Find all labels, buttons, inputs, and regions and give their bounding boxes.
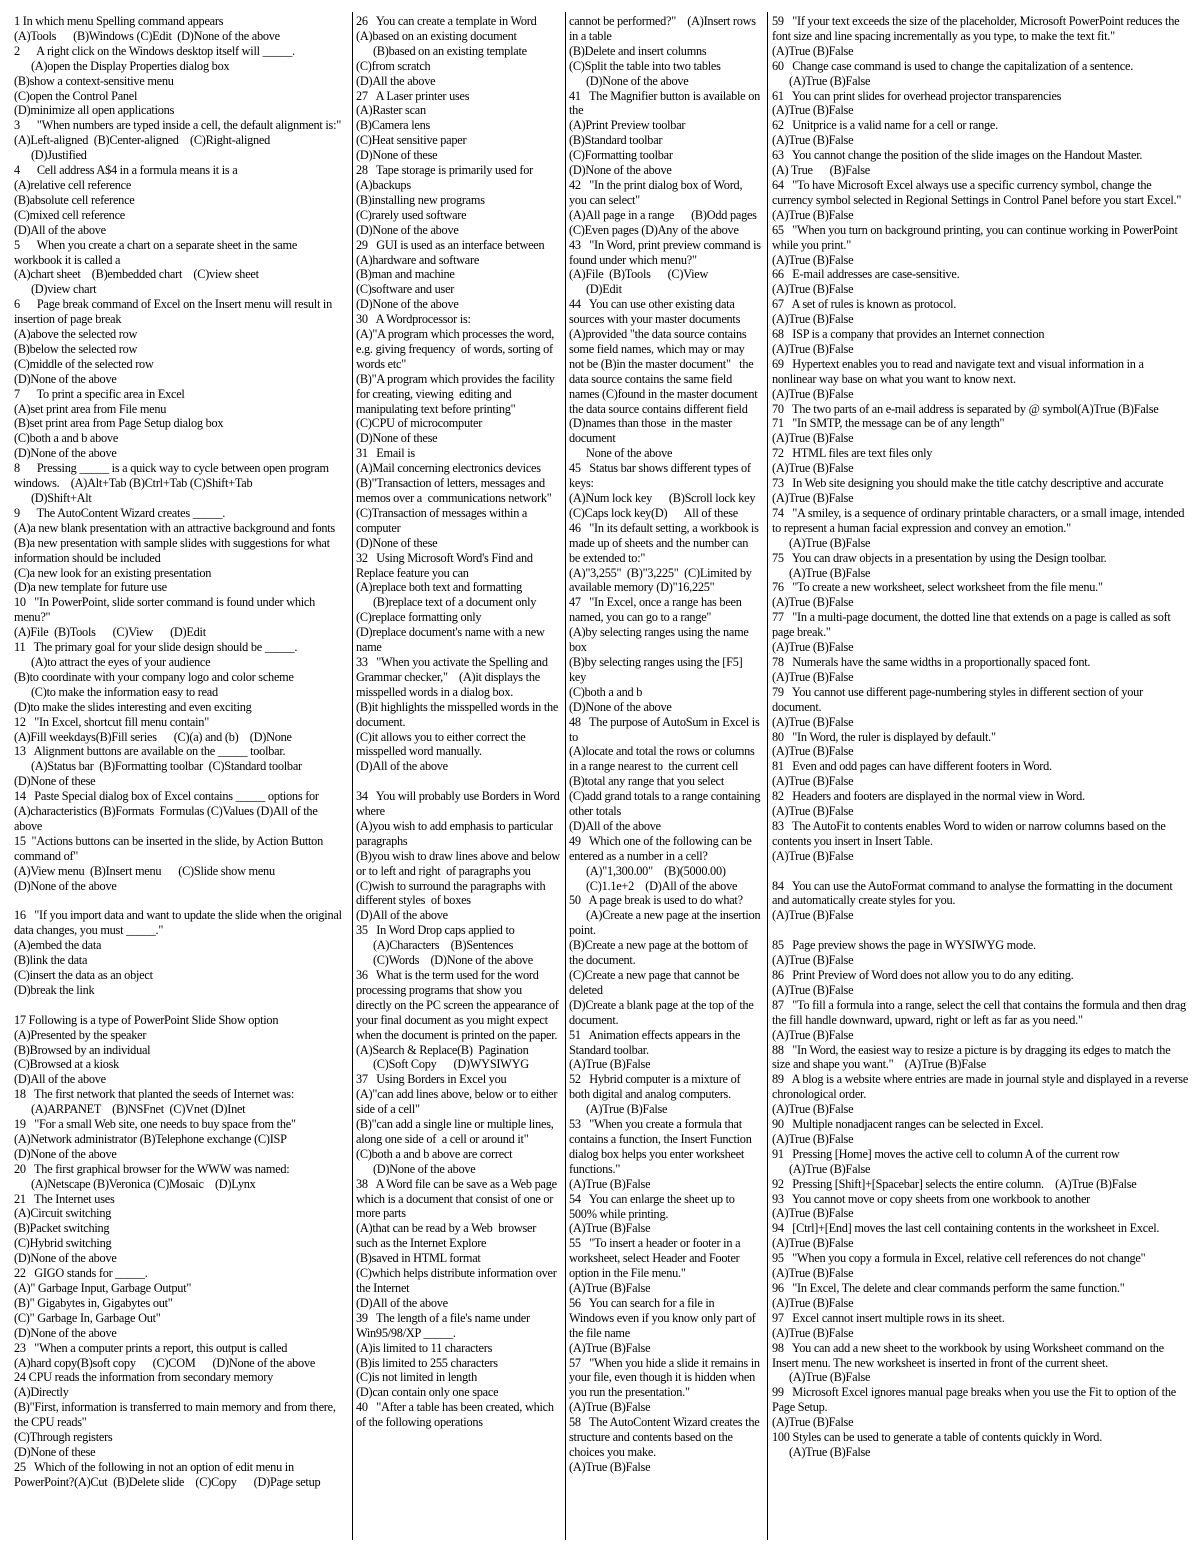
text-line: 98 You can add a new sheet to the workbook by using Worksheet command on the Insert menu. The new worksheet is inserted in front of the current sheet.	[772, 1340, 1167, 1370]
text-line: (B)by selecting ranges using the [F5] key	[569, 654, 746, 684]
text-line: (B)replace text of a document only	[356, 595, 537, 610]
text-line: (A)True (B)False	[772, 744, 854, 759]
text-line: (A)that can be read by a Web browser such as the Internet Explore	[356, 1221, 539, 1251]
text-line: (D)break the link	[14, 982, 95, 997]
text-line: (A)Raster scan	[356, 103, 426, 118]
text-line: (A)True (B)False	[772, 386, 854, 401]
text-line: (D)None of the above	[569, 73, 689, 88]
text-line: 59 "If your text exceeds the size of the placeholder, Microsoft PowerPoint reduces the font size and line spacing incrementally as you type, to make the text fit."	[772, 14, 1183, 43]
text-line: 64 "To have Microsoft Excel always use a specific currency symbol, change the currency symbol selected in Regional Settings in Control Panel before you start Excel."	[772, 177, 1182, 207]
text-line: (A)True (B)False	[772, 953, 854, 968]
text-line: 77 "In a multi-page document, the dotted line that extends on a page is called as soft page break."	[772, 610, 1174, 640]
text-line: (A)File (B)Tools (C)View (D)Edit	[14, 625, 206, 640]
text-line: (B)below the selected row	[14, 341, 138, 356]
text-line: (C)both a and b above are correct	[356, 1146, 513, 1161]
text-line: (A)True (B)False	[772, 312, 854, 327]
text-line: 53 "When you create a formula that contains a function, the Insert Function dialog box helps you enter worksheet functions."	[569, 1117, 755, 1176]
text-line: (A)True (B)False	[772, 848, 854, 863]
text-line: (A) True (B)False	[772, 163, 870, 178]
blank-line	[772, 923, 1190, 938]
text-line: 83 The AutoFit to contents enables Word to widen or narrow columns based on the contents you insert in Insert Table.	[772, 818, 1169, 848]
text-line: 34 You will probably use Borders in Word where	[356, 789, 563, 819]
text-line: (A)True (B)False	[772, 73, 871, 88]
text-line: (B)man and machine	[356, 267, 455, 282]
text-line: (A)True (B)False	[772, 1444, 871, 1459]
text-line: (A)True (B)False	[772, 535, 871, 550]
text-line: (B)a new presentation with sample slides with suggestions for what information should be included	[14, 535, 333, 565]
text-line: 45 Status bar shows different types of keys:	[569, 461, 754, 491]
text-line: (A)True (B)False	[569, 1459, 651, 1474]
text-line: (C)it allows you to either correct the misspelled word manually.	[356, 729, 529, 759]
text-line: (C)is not limited in length	[356, 1370, 477, 1385]
blank-line	[14, 893, 344, 908]
text-line: (A)you wish to add emphasis to particular paragraphs	[356, 818, 556, 848]
text-line: (D)All of the above	[356, 759, 448, 774]
text-line: (A)True (B)False	[772, 774, 854, 789]
text-line: 60 Change case command is used to change the capitalization of a sentence.	[772, 58, 1134, 73]
text-line: (A)Create a new page at the insertion point.	[569, 908, 764, 938]
text-line: (B)you wish to draw lines above and below or to left and right of paragraphs you (C)wish to surround the paragraphs with different styles of boxes	[356, 848, 563, 908]
text-line: 89 A blog is a website where entries are made in journal style and displayed in a reverse chronological order.	[772, 1072, 1191, 1102]
text-line: (B)Delete and insert columns	[569, 43, 707, 58]
text-line: (D)None of these	[14, 774, 96, 789]
text-line: 23 "When a computer prints a report, this output is called	[14, 1340, 288, 1355]
text-line: 32 Using Microsoft Word's Find and Replace feature you can	[356, 550, 536, 580]
text-line: (B)link the data	[14, 953, 88, 968]
text-line: 87 "To fill a formula into a range, select the cell that contains the formula and then drag the fill handle downward, upward, right or left as far as you need."	[772, 997, 1189, 1027]
text-line: (D)All of the above	[14, 222, 106, 237]
text-line: (A)True (B)False	[772, 1266, 854, 1281]
text-line: (C)both a and b	[569, 684, 643, 699]
text-line: (B)"A program which provides the facility for creating, viewing editing and manipulating text before printing"	[356, 371, 558, 416]
text-line: (C)CPU of microcomputer	[356, 416, 483, 431]
text-line: (B)Browsed by an individual	[14, 1042, 151, 1057]
text-line: 7 To print a specific area in Excel	[14, 386, 185, 401]
text-line: (A)Presented by the speaker	[14, 1027, 147, 1042]
text-line: (D)None of these	[14, 1444, 96, 1459]
column-divider	[352, 12, 353, 1540]
text-line: (A)based on an existing document	[356, 28, 517, 43]
text-line: 68 ISP is a company that provides an Internet connection	[772, 327, 1045, 342]
text-line: 18 The first network that planted the seeds of Internet was:	[14, 1087, 294, 1102]
text-line: (C)middle of the selected row	[14, 356, 154, 371]
text-line: (B)"can add a single line or multiple lines, along one side of a cell or around it"	[356, 1117, 557, 1146]
text-line: (D)All the above	[356, 73, 436, 88]
text-line: 100 Styles can be used to generate a table of contents quickly in Word.	[772, 1430, 1103, 1445]
text-line: (B)Standard toolbar	[569, 133, 663, 148]
text-line: (A)True (B)False	[772, 1325, 854, 1340]
text-line: (A)True (B)False	[772, 43, 854, 58]
text-line: (A)True (B)False	[772, 1206, 854, 1221]
text-line: 88 "In Word, the easiest way to resize a picture is by dragging its edges to match the size and shape you want." (A)True (B)False	[772, 1042, 1174, 1072]
text-line: (C)Soft Copy (D)WYSIWYG	[356, 1057, 529, 1072]
text-line: (A)True (B)False	[772, 1161, 871, 1176]
text-line: (D)All of the above	[356, 908, 448, 923]
text-line: (A)True (B)False	[772, 133, 854, 148]
text-line: (A)Status bar (B)Formatting toolbar (C)Standard toolbar	[14, 759, 302, 774]
text-line: (C)Create a new page that cannot be deleted	[569, 968, 742, 997]
text-line: (C)from scratch	[356, 58, 431, 73]
text-line: 52 Hybrid computer is a mixture of both digital and analog computers.	[569, 1072, 744, 1102]
text-line: (A)open the Display Properties dialog box	[14, 58, 230, 73]
text-line: 97 Excel cannot insert multiple rows in its sheet.	[772, 1310, 1005, 1325]
text-line: 84 You can use the AutoFormat command to analyse the formatting in the document and automatically create styles for you.	[772, 878, 1176, 908]
text-line: 92 Pressing [Shift]+[Spacebar] selects the entire column. (A)True (B)False	[772, 1176, 1137, 1191]
text-line: 24 CPU reads the information from secondary memory	[14, 1370, 273, 1385]
text-line: (D)None of the above	[14, 1325, 117, 1340]
text-line: (B)based on an existing template	[356, 43, 527, 58]
text-line: 2 A right click on the Windows desktop itself will _____.	[14, 43, 295, 58]
text-line: (A)True (B)False	[772, 640, 854, 655]
text-line: (A)All page in a range (B)Odd pages (C)Even pages (D)Any of the above	[569, 207, 760, 237]
text-line: 13 Alignment buttons are available on the _____ toolbar.	[14, 744, 286, 759]
text-line: (A)Network administrator (B)Telephone exchange (C)ISP	[14, 1131, 287, 1146]
text-line: (C)add grand totals to a range containing other totals	[569, 789, 764, 819]
text-line: (C)a new look for an existing presentation	[14, 565, 212, 580]
text-line: (A)"3,255" (B)"3,225" (C)Limited by available memory (D)"16,225"	[569, 565, 755, 595]
text-line: 73 In Web site designing you should make the title catchy descriptive and accurate	[772, 476, 1164, 491]
text-line: 57 "When you hide a slide it remains in your file, even though it is hidden when you run the presentation."	[569, 1355, 763, 1400]
text-line: (D)Justified	[14, 148, 87, 163]
text-line: (A)Num lock key (B)Scroll lock key (C)Caps lock key(D) All of these	[569, 491, 759, 520]
text-line: (B)"Transaction of letters, messages and memos over a communications network"	[356, 476, 552, 505]
text-line: (D)None of the above	[14, 1146, 117, 1161]
text-line: 43 "In Word, print preview command is found under which menu?"	[569, 237, 764, 267]
text-line: (A)True (B)False	[772, 908, 854, 923]
text-line: (C)Through registers	[14, 1430, 113, 1445]
text-line: 38 A Word file can be save as a Web page which is a document that consist of one or more parts	[356, 1176, 560, 1221]
text-line: (D)None of the above	[569, 699, 672, 714]
text-line: 47 "In Excel, once a range has been named, you can go to a range"	[569, 595, 745, 625]
text-line: (A)Directly	[14, 1385, 69, 1400]
text-line: (A)to attract the eyes of your audience	[14, 654, 211, 669]
text-line: (A)True (B)False	[569, 1221, 651, 1236]
text-line: 85 Page preview shows the page in WYSIWYG mode.	[772, 938, 1036, 953]
text-line: (C)Split the table into two tables	[569, 58, 721, 73]
text-line: (D)None of the above	[356, 222, 459, 237]
text-line: 16 "If you import data and want to update the slide when the original data changes, you must _____."	[14, 908, 345, 938]
text-line: 3 "When numbers are typed inside a cell, the default alignment is:"	[14, 118, 342, 133]
text-line: 12 "In Excel, shortcut fill menu contain"	[14, 714, 209, 729]
text-line: 44 You can use other existing data sources with your master documents (A)provided "the data source contains some field names, which may or may not be (B)in the master document" the data source contains the same field names (C)found in the master document the data source contains different field (D)names than those in the master document	[569, 297, 761, 446]
text-line: (D)Shift+Alt	[14, 491, 92, 505]
text-line: (C)Words (D)None of the above	[356, 953, 533, 968]
text-line: (A)replace both text and formatting	[356, 580, 523, 595]
text-line: (A)by selecting ranges using the name box	[569, 625, 752, 655]
text-line: 36 What is the term used for the word processing programs that show you directly on the PC screen the appearance of your final document as you might expect when the document is printed on the paper.	[356, 967, 562, 1042]
text-line: 10 "In PowerPoint, slide sorter command is found under which menu?"	[14, 595, 318, 625]
blank-line	[356, 774, 560, 789]
text-line: (A)relative cell reference	[14, 177, 132, 192]
blank-line	[772, 864, 1190, 879]
text-line: (B)"First, information is transferred to main memory and from there, the CPU reads"	[14, 1400, 339, 1430]
text-line: (B)saved in HTML format	[356, 1251, 481, 1266]
text-line: (A)True (B)False	[569, 1102, 668, 1117]
text-line: 14 Paste Special dialog box of Excel contains _____ options for (A)characteristics (B)Formats Formulas (C)Values (D)All of the above	[14, 789, 322, 833]
text-line: (D)None of the above	[14, 878, 117, 893]
text-line: (D)replace document's name with a new name	[356, 625, 548, 655]
text-line: (D)view chart	[14, 282, 97, 297]
text-line: (A)embed the data	[14, 938, 102, 953]
text-line: (A)True (B)False	[772, 1131, 854, 1146]
text-line: (C)which helps distribute information over the Internet	[356, 1266, 560, 1296]
text-line: 33 "When you activate the Spelling and Grammar checker," (A)it displays the misspelled words in a dialog box.	[356, 654, 551, 699]
text-line: (A)True (B)False	[772, 982, 854, 997]
text-line: (A)backups	[356, 177, 411, 192]
text-line: 1 In which menu Spelling command appears	[14, 14, 224, 28]
text-line: 6 Page break command of Excel on the Insert menu will result in insertion of page break	[14, 297, 335, 327]
text-line: (A)True (B)False	[569, 1057, 651, 1072]
text-line: (C)" Garbage In, Garbage Out"	[14, 1310, 161, 1325]
text-line: (A)"can add lines above, below or to either side of a cell"	[356, 1087, 561, 1117]
text-line: 82 Headers and footers are displayed in the normal view in Word.	[772, 789, 1085, 804]
text-line: 25 Which of the following in not an option of edit menu in PowerPoint?(A)Cut (B)Delete slide (C)Copy (D)Page setup	[14, 1459, 321, 1489]
text-line: 5 When you create a chart on a separate sheet in the same workbook it is called a	[14, 237, 300, 267]
text-line: (A)Tools (B)Windows (C)Edit (D)None of the above	[14, 28, 280, 43]
text-line: 58 The AutoContent Wizard creates the structure and contents based on the choices you make.	[569, 1415, 763, 1459]
text-column-4	[772, 14, 1190, 1540]
text-line: (D)None of these	[356, 148, 438, 163]
text-line: (A)True (B)False	[772, 103, 854, 118]
text-line: 96 "In Excel, The delete and clear commands perform the same function."	[772, 1281, 1125, 1295]
text-line: 28 Tape storage is primarily used for	[356, 163, 533, 178]
text-line: cannot be performed?" (A)Insert rows in a table	[569, 14, 759, 43]
text-line: (A)Circuit switching	[14, 1206, 112, 1221]
text-line: 55 "To insert a header or footer in a worksheet, select Header and Footer option in the File menu."	[569, 1236, 744, 1281]
text-line: (A)True (B)False	[772, 1027, 854, 1042]
text-line: 81 Even and odd pages can have different footers in Word.	[772, 759, 1052, 774]
text-line: (C)replace formatting only	[356, 610, 482, 625]
text-line: 65 "When you turn on background printing, you can continue working in PowerPoint while you print."	[772, 222, 1181, 252]
text-line: 30 A Wordprocessor is:	[356, 312, 471, 327]
text-line: (C)1.1e+2 (D)All of the above	[569, 878, 738, 893]
text-line: (D)All of the above	[356, 1295, 448, 1310]
text-line: (A)True (B)False	[772, 207, 854, 222]
text-line: (A)File (B)Tools (C)View	[569, 267, 709, 282]
text-line: 37 Using Borders in Excel you	[356, 1072, 507, 1087]
text-line: 41 The Magnifier button is available on the	[569, 88, 763, 118]
text-line: 42 "In the print dialog box of Word, you can select"	[569, 177, 746, 207]
text-line: 76 "To create a new worksheet, select worksheet from the file menu."	[772, 580, 1103, 595]
text-line: (B)Camera lens	[356, 118, 431, 133]
text-line: (C)insert the data as an object	[14, 967, 153, 982]
text-line: (A)True (B)False	[772, 1295, 854, 1310]
text-line: (B)Packet switching	[14, 1221, 110, 1236]
text-line: (C)Heat sensitive paper	[356, 133, 467, 148]
text-line: 19 "For a small Web site, one needs to buy space from the"	[14, 1117, 296, 1132]
text-line: (A)True (B)False	[772, 595, 854, 610]
text-line: (A)True (B)False	[772, 491, 854, 505]
text-line: (A)Search & Replace(B) Pagination	[356, 1042, 529, 1057]
text-line: (C)mixed cell reference	[14, 207, 125, 222]
text-line: (A)True (B)False	[569, 1176, 651, 1191]
text-line: 86 Print Preview of Word does not allow you to do any editing.	[772, 967, 1074, 982]
text-line: (D)None of these	[356, 535, 438, 550]
text-line: None of the above	[569, 446, 673, 461]
text-line: (C)rarely used software	[356, 207, 467, 222]
text-line: 72 HTML files are text files only	[772, 446, 933, 461]
text-line: 46 "In its default setting, a workbook is made up of sheets and the number can be extended to:"	[569, 520, 762, 565]
text-line: 74 "A smiley, is a sequence of ordinary printable characters, or a small image, intended to represent a human facial expression and convey an emotion."	[772, 505, 1188, 535]
text-line: (A)hard copy(B)soft copy (C)COM (D)None of the above	[14, 1355, 316, 1370]
text-line: (D)None of the above	[14, 446, 117, 461]
text-line: 40 "After a table has been created, which of the following operations	[356, 1400, 557, 1430]
text-column-3	[569, 14, 764, 1540]
text-line: (A)" Garbage Input, Garbage Output"	[14, 1281, 192, 1295]
text-line: 62 Unitprice is a valid name for a cell or range.	[772, 118, 998, 133]
text-line: (A)"A program which processes the word, e.g. giving frequency of words, sorting of words etc"	[356, 327, 557, 371]
text-line: (D)None of the above	[356, 1161, 476, 1176]
text-line: 9 The AutoContent Wizard creates _____.	[14, 505, 226, 520]
text-line: (A)Print Preview toolbar	[569, 118, 686, 133]
text-line: (A)Fill weekdays(B)Fill series (C)(a) and (b) (D)None	[14, 729, 292, 744]
text-line: (C)to make the information easy to read	[14, 684, 218, 699]
text-line: 90 Multiple nonadjacent ranges can be selected in Excel.	[772, 1117, 1044, 1132]
text-line: 54 You can enlarge the sheet up to 500% while printing.	[569, 1191, 738, 1221]
text-line: (D)None of the above	[569, 163, 672, 178]
text-line: (A)locate and total the rows or columns in a range nearest to the current cell (B)total any range that you select	[569, 744, 758, 789]
text-line: (B)Create a new page at the bottom of the document.	[569, 938, 751, 968]
text-line: 93 You cannot move or copy sheets from one workbook to another	[772, 1191, 1091, 1206]
text-line: (A)hardware and software	[356, 252, 480, 267]
text-line: (A)View menu (B)Insert menu (C)Slide show menu	[14, 863, 275, 878]
text-line: (C)Formatting toolbar	[569, 148, 673, 163]
text-line: 56 You can search for a file in Windows even if you know only part of the file name	[569, 1295, 759, 1340]
column-divider	[767, 12, 768, 1540]
text-line: (D)All of the above	[14, 1072, 106, 1087]
text-line: 95 "When you copy a formula in Excel, relative cell references do not change"	[772, 1251, 1146, 1266]
text-line: (A)Netscape (B)Veronica (C)Mosaic (D)Lynx	[14, 1176, 256, 1191]
text-line: (A)is limited to 11 characters	[356, 1340, 493, 1355]
text-line: (D)can contain only one space	[356, 1385, 499, 1400]
text-line: 27 A Laser printer uses	[356, 88, 470, 103]
text-line: 51 Animation effects appears in the Standard toolbar.	[569, 1027, 743, 1057]
text-line: 4 Cell address A$4 in a formula means it is a	[14, 163, 238, 178]
text-line: (C)open the Control Panel	[14, 88, 138, 103]
text-column-2	[356, 14, 563, 1540]
text-line: 49 Which one of the following can be entered as a number in a cell?	[569, 833, 755, 863]
text-line: (D)None of the above	[356, 297, 459, 312]
text-line: (D)minimize all open applications	[14, 103, 175, 118]
text-line: (A)set print area from File menu	[14, 401, 167, 416]
text-line: (D)None of these	[356, 431, 438, 446]
text-line: 39 The length of a file's name under Win95/98/XP _____.	[356, 1310, 533, 1340]
text-line: (A)True (B)False	[772, 804, 854, 819]
text-line: (D)to make the slides interesting and even exciting	[14, 699, 252, 714]
text-line: (B)to coordinate with your company logo and color scheme	[14, 669, 294, 684]
text-line: (A)True (B)False	[772, 1102, 854, 1117]
text-line: 67 A set of rules is known as protocol.	[772, 297, 957, 312]
text-line: (A)"1,300.00" (B)(5000.00)	[569, 863, 726, 878]
text-line: 8 Pressing _____ is a quick way to cycle between open program windows. (A)Alt+Tab (B)Ctrl+Tab (C)Shift+Tab	[14, 461, 332, 491]
text-line: (D)None of the above	[14, 1251, 117, 1266]
text-column-1	[14, 14, 344, 1540]
text-line: (A)True (B)False	[569, 1281, 651, 1296]
text-line: (A)True (B)False	[772, 461, 854, 476]
text-line: (C)Transaction of messages within a computer	[356, 505, 530, 535]
text-line: 11 The primary goal for your slide design should be _____.	[14, 640, 298, 655]
text-line: (B)is limited to 255 characters	[356, 1355, 498, 1370]
text-line: (A)ARPANET (B)NSFnet (C)Vnet (D)Inet	[14, 1102, 246, 1117]
text-line: (A)True (B)False	[772, 282, 854, 297]
text-line: 78 Numerals have the same widths in a proportionally spaced font.	[772, 654, 1091, 669]
text-line: (A)True (B)False	[772, 1236, 854, 1251]
text-line: 66 E-mail addresses are case-sensitive.	[772, 267, 960, 282]
text-line: (A)True (B)False	[772, 431, 854, 446]
text-line: 91 Pressing [Home] moves the active cell to column A of the current row	[772, 1146, 1120, 1161]
text-line: (A)True (B)False	[772, 714, 854, 729]
text-line: (B)installing new programs	[356, 192, 485, 207]
text-line: (B)" Gigabytes in, Gigabytes out"	[14, 1295, 173, 1310]
text-line: (A)True (B)False	[772, 1415, 854, 1430]
text-line: (B)absolute cell reference	[14, 192, 135, 207]
text-line: (A)True (B)False	[772, 669, 854, 684]
text-line: (D)a new template for future use	[14, 580, 167, 595]
text-line: (A)Left-aligned (B)Center-aligned (C)Right-aligned	[14, 133, 271, 148]
text-line: 17 Following is a type of PowerPoint Slide Show option	[14, 1012, 279, 1027]
text-line: (B)it highlights the misspelled words in the document.	[356, 699, 561, 729]
text-line: 63 You cannot change the position of the slide images on the Handout Master.	[772, 148, 1143, 163]
text-line: 22 GIGO stands for _____.	[14, 1266, 148, 1281]
text-line: 50 A page break is used to do what?	[569, 893, 743, 908]
column-divider	[565, 12, 566, 1540]
blank-line	[14, 998, 344, 1013]
text-line: (A)Mail concerning electronics devices	[356, 461, 541, 476]
text-line: 61 You can print slides for overhead projector transparencies	[772, 88, 1062, 103]
text-line: 80 "In Word, the ruler is displayed by default."	[772, 729, 996, 744]
text-line: (A)True (B)False	[772, 1370, 871, 1385]
text-line: (C)software and user	[356, 282, 455, 297]
text-line: (A)True (B)False	[772, 341, 854, 356]
text-line: 99 Microsoft Excel ignores manual page breaks when you use the Fit to option of the Page Setup.	[772, 1385, 1179, 1415]
text-line: 35 In Word Drop caps applied to	[356, 923, 515, 938]
text-line: 15 "Actions buttons can be inserted in the slide, by Action Button command of"	[14, 833, 326, 863]
text-line: 48 The purpose of AutoSum in Excel is to	[569, 714, 763, 744]
text-line: (B)show a context-sensitive menu	[14, 73, 174, 88]
text-line: 69 Hypertext enables you to read and navigate text and visual information in a nonlinear way base on what you want to know next.	[772, 356, 1147, 386]
text-line: (A)True (B)False	[772, 252, 854, 267]
text-line: (D)Edit	[569, 282, 622, 297]
text-line: (D)Create a blank page at the top of the document.	[569, 997, 757, 1027]
text-line: (A)a new blank presentation with an attractive background and fonts	[14, 520, 335, 535]
text-line: (B)set print area from Page Setup dialog box	[14, 416, 224, 431]
text-line: 31 Email is	[356, 446, 415, 461]
text-line: (A)Characters (B)Sentences	[356, 938, 514, 953]
text-line: (A)True (B)False	[569, 1400, 651, 1415]
text-line: 94 [Ctrl]+[End] moves the last cell containing contents in the worksheet in Excel.	[772, 1221, 1160, 1236]
text-line: 29 GUI is used as an interface between	[356, 237, 545, 252]
text-line: (A)True (B)False	[569, 1340, 651, 1355]
text-line: 79 You cannot use different page-numbering styles in different section of your document.	[772, 684, 1146, 714]
text-line: (D)All of the above	[569, 818, 661, 833]
text-line: (C)Hybrid switching	[14, 1236, 112, 1251]
text-line: (C)Browsed at a kiosk	[14, 1057, 120, 1072]
text-line: 21 The Internet uses	[14, 1191, 115, 1206]
text-line: 20 The first graphical browser for the WWW was named:	[14, 1161, 290, 1176]
text-line: 75 You can draw objects in a presentation by using the Design toolbar.	[772, 550, 1107, 565]
text-line: 70 The two parts of an e-mail address is separated by @ symbol(A)True (B)False	[772, 401, 1159, 416]
text-line: (A)chart sheet (B)embedded chart (C)view sheet	[14, 267, 259, 282]
text-line: 26 You can create a template in Word	[356, 14, 537, 28]
text-line: (C)both a and b above	[14, 431, 119, 446]
text-line: 71 "In SMTP, the message can be of any length"	[772, 416, 1005, 431]
text-line: (A)above the selected row	[14, 327, 138, 342]
text-line: (D)None of the above	[14, 371, 117, 386]
text-line: (A)True (B)False	[772, 565, 871, 580]
